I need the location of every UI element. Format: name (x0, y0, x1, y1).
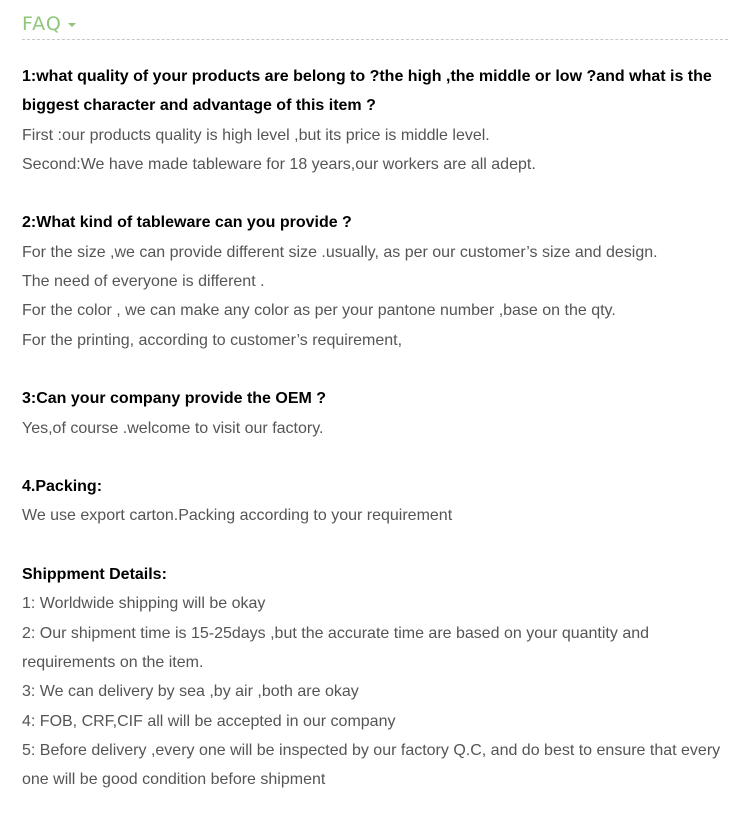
faq-answer-line: Second:We have made tableware for 18 years,our workers are all adept. (22, 155, 536, 173)
faq-answer-line: 1: Worldwide shipping will be okay (22, 595, 266, 613)
faq-content (22, 62, 732, 794)
faq-answer-line: The need of everyone is different . (22, 273, 265, 291)
faq-answer-line: 3: We can delivery by sea ,by air ,both are okay (22, 683, 359, 701)
faq-question: 3:Can your company provide the OEM ? (22, 390, 327, 408)
faq-answer-line: For the color , we can make any color as per your pantone number ,base on the qty. (22, 302, 616, 320)
faq-answer-line: For the printing, according to customer’s requirement, (22, 331, 403, 349)
faq-answer-line: 4: FOB, CRF,CIF all will be accepted in our company (22, 712, 396, 730)
faq-question: 1:what quality of your products are belong to ?the high ,the middle or low ?and what is the biggest character and advantage of this item ? (22, 68, 712, 115)
faq-section-packing (22, 472, 732, 531)
faq-answer-line: 2: Our shipment time is 15-25days ,but the accurate time are based on your quantity and requirements on the item. (22, 624, 650, 671)
faq-section-shipment (22, 560, 732, 794)
faq-title: FAQ (22, 13, 62, 35)
faq-answer-line: We use export carton.Packing according to your requirement (22, 507, 453, 525)
faq-question: 2:What kind of tableware can you provide ? (22, 214, 352, 232)
faq-question: Shippment Details: (22, 566, 167, 584)
faq-answer-line: 5: Before delivery ,every one will be inspected by our factory Q.C, and do best to ensure that every one will be good condition before shipment (22, 741, 721, 789)
dashed-divider (22, 39, 728, 40)
faq-section-oem (22, 384, 732, 443)
faq-section-tableware (22, 208, 732, 354)
faq-answer-line: Yes,of course .welcome to visit our factory. (22, 419, 324, 437)
chevron-down-icon (68, 23, 76, 27)
faq-answer-line: First :our products quality is high level ,but its price is middle level. (22, 126, 490, 144)
faq-section-quality (22, 62, 732, 179)
faq-header (22, 10, 76, 38)
faq-answer-line: For the size ,we can provide different size .usually, as per our customer’s size and design. (22, 243, 658, 261)
faq-question: 4.Packing: (22, 478, 103, 496)
